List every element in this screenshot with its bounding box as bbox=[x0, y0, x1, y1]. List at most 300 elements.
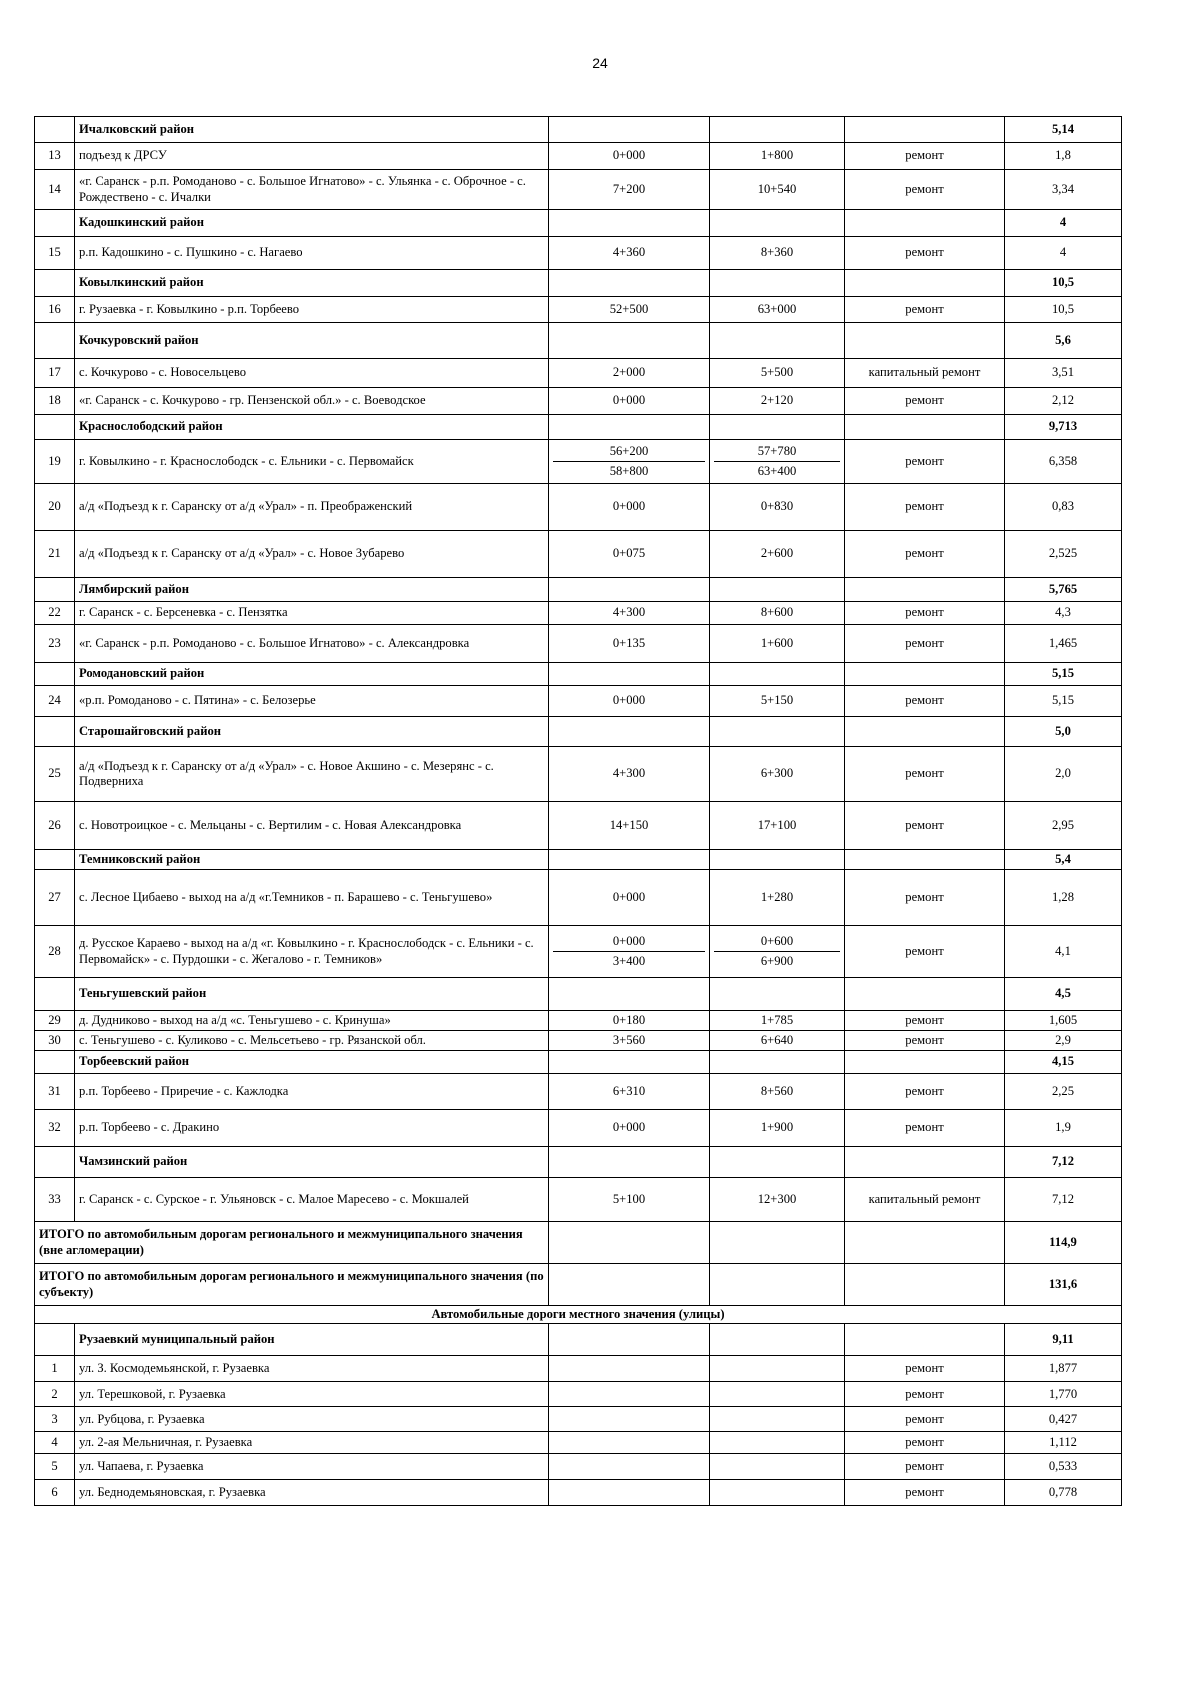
row-number: 30 bbox=[35, 1031, 75, 1051]
start-km: 0+000 bbox=[549, 143, 710, 170]
district-row bbox=[35, 323, 1122, 359]
road-row bbox=[35, 1382, 1122, 1407]
row-number bbox=[35, 270, 75, 297]
row-number bbox=[35, 323, 75, 359]
road-name: ул. З. Космодемьянской, г. Рузаевка bbox=[75, 1356, 549, 1382]
row-number: 28 bbox=[35, 926, 75, 978]
total-length: 131,6 bbox=[1005, 1264, 1122, 1306]
length-km: 4,15 bbox=[1005, 1051, 1122, 1074]
end-km: 5+500 bbox=[710, 359, 845, 388]
end-km-part: 0+600 bbox=[760, 933, 794, 948]
row-number bbox=[35, 717, 75, 747]
start-km: 6+310 bbox=[549, 1074, 710, 1110]
work-type: ремонт bbox=[845, 484, 1005, 531]
work-type bbox=[845, 1324, 1005, 1356]
road-name: р.п. Торбеево - Приречие - с. Кажлодка bbox=[75, 1074, 549, 1110]
start-km bbox=[549, 850, 710, 870]
district-row bbox=[35, 1051, 1122, 1074]
road-name: г. Ковылкино - г. Краснослободск - с. Ельники - с. Первомайск bbox=[75, 440, 549, 484]
work-type: ремонт bbox=[845, 237, 1005, 270]
district-name: Рузаевкий муниципальный район bbox=[75, 1324, 549, 1356]
road-row bbox=[35, 531, 1122, 578]
length-km: 7,12 bbox=[1005, 1147, 1122, 1178]
length-km: 1,770 bbox=[1005, 1382, 1122, 1407]
start-km: 0+135 bbox=[549, 625, 710, 663]
start-km: 0+000 bbox=[549, 870, 710, 926]
to-cell bbox=[710, 1222, 845, 1264]
length-km: 1,112 bbox=[1005, 1432, 1122, 1454]
work-type bbox=[845, 270, 1005, 297]
row-number bbox=[35, 850, 75, 870]
end-km: 8+600 bbox=[710, 602, 845, 625]
length-km: 5,14 bbox=[1005, 117, 1122, 143]
work-type: ремонт bbox=[845, 870, 1005, 926]
total-length: 114,9 bbox=[1005, 1222, 1122, 1264]
end-km: 2+600 bbox=[710, 531, 845, 578]
road-name: «г. Саранск - р.п. Ромоданово - с. Большое Игнатово» - с. Ульянка - с. Оброчное - с. Рождествено - с. Ичалки bbox=[75, 170, 549, 210]
work-type bbox=[845, 578, 1005, 602]
start-km: 7+200 bbox=[549, 170, 710, 210]
end-km bbox=[710, 578, 845, 602]
row-number bbox=[35, 1051, 75, 1074]
district-name: Кадошкинский район bbox=[75, 210, 549, 237]
work-type: ремонт bbox=[845, 747, 1005, 802]
start-km: 52+500 bbox=[549, 297, 710, 323]
start-km bbox=[549, 926, 710, 978]
end-km bbox=[710, 117, 845, 143]
length-km: 4,3 bbox=[1005, 602, 1122, 625]
length-km: 10,5 bbox=[1005, 270, 1122, 297]
section-title: Автомобильные дороги местного значения (улицы) bbox=[35, 1306, 1122, 1324]
section-header-row bbox=[35, 1306, 1122, 1324]
length-km: 2,25 bbox=[1005, 1074, 1122, 1110]
row-number: 23 bbox=[35, 625, 75, 663]
end-km: 12+300 bbox=[710, 1178, 845, 1222]
length-km: 3,51 bbox=[1005, 359, 1122, 388]
work-type bbox=[845, 663, 1005, 686]
road-name: г. Саранск - с. Сурское - г. Ульяновск - с. Малое Маресево - с. Мокшалей bbox=[75, 1178, 549, 1222]
road-name: «г. Саранск - р.п. Ромоданово - с. Большое Игнатово» - с. Александровка bbox=[75, 625, 549, 663]
start-km bbox=[549, 117, 710, 143]
district-name: Торбеевский район bbox=[75, 1051, 549, 1074]
start-km bbox=[549, 1356, 710, 1382]
end-km: 8+360 bbox=[710, 237, 845, 270]
work-type-cell bbox=[845, 1264, 1005, 1306]
row-number: 14 bbox=[35, 170, 75, 210]
row-number bbox=[35, 978, 75, 1011]
end-km: 1+785 bbox=[710, 1011, 845, 1031]
end-km: 8+560 bbox=[710, 1074, 845, 1110]
road-row bbox=[35, 237, 1122, 270]
district-name: Теньгушевский район bbox=[75, 978, 549, 1011]
length-km: 1,877 bbox=[1005, 1356, 1122, 1382]
road-row bbox=[35, 1011, 1122, 1031]
end-km: 0+830 bbox=[710, 484, 845, 531]
road-name: д. Русское Караево - выход на а/д «г. Ковылкино - г. Краснослободск - с. Ельники - с. Первомайск» - с. Пурдошки - с. Жегалово - г. Темников» bbox=[75, 926, 549, 978]
road-name: ул. Рубцова, г. Рузаевка bbox=[75, 1407, 549, 1432]
road-row bbox=[35, 1178, 1122, 1222]
end-km bbox=[710, 717, 845, 747]
road-name: ул. Беднодемьяновская, г. Рузаевка bbox=[75, 1480, 549, 1506]
length-km: 1,9 bbox=[1005, 1110, 1122, 1147]
length-km: 3,34 bbox=[1005, 170, 1122, 210]
length-km: 5,15 bbox=[1005, 686, 1122, 717]
start-km bbox=[549, 1480, 710, 1506]
district-row bbox=[35, 1147, 1122, 1178]
start-km: 0+000 bbox=[549, 1110, 710, 1147]
road-row bbox=[35, 440, 1122, 484]
end-km: 5+150 bbox=[710, 686, 845, 717]
road-row bbox=[35, 686, 1122, 717]
start-km bbox=[549, 415, 710, 440]
from-cell bbox=[549, 1264, 710, 1306]
work-type bbox=[845, 850, 1005, 870]
length-km: 4 bbox=[1005, 237, 1122, 270]
road-row bbox=[35, 1074, 1122, 1110]
length-km: 5,6 bbox=[1005, 323, 1122, 359]
work-type: ремонт bbox=[845, 1480, 1005, 1506]
work-type: ремонт bbox=[845, 602, 1005, 625]
end-km bbox=[710, 1432, 845, 1454]
work-type: ремонт bbox=[845, 531, 1005, 578]
road-name: «р.п. Ромоданово - с. Пятина» - с. Белозерье bbox=[75, 686, 549, 717]
row-number: 22 bbox=[35, 602, 75, 625]
work-type bbox=[845, 1147, 1005, 1178]
row-number: 5 bbox=[35, 1454, 75, 1480]
from-cell bbox=[549, 1222, 710, 1264]
end-km bbox=[710, 440, 845, 484]
district-row bbox=[35, 578, 1122, 602]
work-type: ремонт bbox=[845, 170, 1005, 210]
road-name: «г. Саранск - с. Кочкурово - гр. Пензенской обл.» - с. Воеводское bbox=[75, 388, 549, 415]
row-number: 6 bbox=[35, 1480, 75, 1506]
row-number: 25 bbox=[35, 747, 75, 802]
start-km: 4+360 bbox=[549, 237, 710, 270]
length-km: 1,605 bbox=[1005, 1011, 1122, 1031]
end-km bbox=[710, 323, 845, 359]
row-number bbox=[35, 415, 75, 440]
length-km: 10,5 bbox=[1005, 297, 1122, 323]
road-row bbox=[35, 1454, 1122, 1480]
work-type: капитальный ремонт bbox=[845, 1178, 1005, 1222]
road-row bbox=[35, 1407, 1122, 1432]
road-row bbox=[35, 802, 1122, 850]
end-km: 10+540 bbox=[710, 170, 845, 210]
row-number: 1 bbox=[35, 1356, 75, 1382]
road-name: а/д «Подъезд к г. Саранску от а/д «Урал» - п. Преображенский bbox=[75, 484, 549, 531]
road-row bbox=[35, 1480, 1122, 1506]
start-km-part: 58+800 bbox=[553, 461, 705, 481]
length-km: 5,765 bbox=[1005, 578, 1122, 602]
end-km bbox=[710, 1051, 845, 1074]
road-row bbox=[35, 170, 1122, 210]
length-km: 1,465 bbox=[1005, 625, 1122, 663]
start-km: 3+560 bbox=[549, 1031, 710, 1051]
start-km: 14+150 bbox=[549, 802, 710, 850]
length-km: 7,12 bbox=[1005, 1178, 1122, 1222]
end-km: 6+640 bbox=[710, 1031, 845, 1051]
end-km-part: 63+400 bbox=[714, 461, 840, 481]
row-number: 3 bbox=[35, 1407, 75, 1432]
end-km bbox=[710, 210, 845, 237]
row-number: 24 bbox=[35, 686, 75, 717]
row-number: 18 bbox=[35, 388, 75, 415]
work-type: ремонт bbox=[845, 625, 1005, 663]
road-name: р.п. Кадошкино - с. Пушкино - с. Нагаево bbox=[75, 237, 549, 270]
road-row bbox=[35, 484, 1122, 531]
start-km bbox=[549, 210, 710, 237]
work-type: ремонт bbox=[845, 1110, 1005, 1147]
length-km: 2,525 bbox=[1005, 531, 1122, 578]
row-number: 27 bbox=[35, 870, 75, 926]
length-km: 4,1 bbox=[1005, 926, 1122, 978]
start-km bbox=[549, 1324, 710, 1356]
work-type: ремонт bbox=[845, 1356, 1005, 1382]
district-name: Чамзинский район bbox=[75, 1147, 549, 1178]
start-km bbox=[549, 1432, 710, 1454]
start-km bbox=[549, 323, 710, 359]
start-km-part: 0+000 bbox=[612, 933, 646, 948]
end-km: 1+280 bbox=[710, 870, 845, 926]
end-km-part: 57+780 bbox=[757, 443, 797, 458]
row-number: 32 bbox=[35, 1110, 75, 1147]
road-row bbox=[35, 602, 1122, 625]
total-row bbox=[35, 1264, 1122, 1306]
district-row bbox=[35, 415, 1122, 440]
start-km bbox=[549, 663, 710, 686]
end-km: 1+900 bbox=[710, 1110, 845, 1147]
start-km bbox=[549, 1051, 710, 1074]
row-number: 31 bbox=[35, 1074, 75, 1110]
row-number: 2 bbox=[35, 1382, 75, 1407]
road-name: с. Теньгушево - с. Куликово - с. Мельсетьево - гр. Рязанской обл. bbox=[75, 1031, 549, 1051]
road-name: д. Дудниково - выход на а/д «с. Теньгушево - с. Кринушa» bbox=[75, 1011, 549, 1031]
district-name: Темниковский район bbox=[75, 850, 549, 870]
row-number: 4 bbox=[35, 1432, 75, 1454]
row-number bbox=[35, 117, 75, 143]
road-row bbox=[35, 388, 1122, 415]
district-row bbox=[35, 117, 1122, 143]
road-name: с. Лесное Цибаево - выход на а/д «г.Темников - п. Барашево - с. Теньгушево» bbox=[75, 870, 549, 926]
road-row bbox=[35, 143, 1122, 170]
work-type: ремонт bbox=[845, 802, 1005, 850]
work-type: ремонт bbox=[845, 1011, 1005, 1031]
road-name: ул. 2-ая Мельничная, г. Рузаевка bbox=[75, 1432, 549, 1454]
road-row bbox=[35, 1110, 1122, 1147]
length-km: 2,12 bbox=[1005, 388, 1122, 415]
length-km: 0,83 bbox=[1005, 484, 1122, 531]
length-km: 9,11 bbox=[1005, 1324, 1122, 1356]
work-type bbox=[845, 1051, 1005, 1074]
district-name: Лямбирский район bbox=[75, 578, 549, 602]
start-km: 0+000 bbox=[549, 388, 710, 415]
work-type bbox=[845, 717, 1005, 747]
road-name: ул. Терешковой, г. Рузаевка bbox=[75, 1382, 549, 1407]
work-type-cell bbox=[845, 1222, 1005, 1264]
start-km: 5+100 bbox=[549, 1178, 710, 1222]
page-number: 24 bbox=[592, 55, 608, 71]
district-row bbox=[35, 210, 1122, 237]
length-km: 1,8 bbox=[1005, 143, 1122, 170]
row-number bbox=[35, 578, 75, 602]
row-number: 29 bbox=[35, 1011, 75, 1031]
work-type: ремонт bbox=[845, 1074, 1005, 1110]
district-row bbox=[35, 270, 1122, 297]
road-name: подъезд к ДРСУ bbox=[75, 143, 549, 170]
district-name: Кочкуровский район bbox=[75, 323, 549, 359]
row-number: 26 bbox=[35, 802, 75, 850]
total-label: ИТОГО по автомобильным дорогам регионального и межмуниципального значения (вне агломерации) bbox=[35, 1222, 549, 1264]
district-name: Ковылкинский район bbox=[75, 270, 549, 297]
road-row bbox=[35, 870, 1122, 926]
end-km bbox=[710, 270, 845, 297]
road-row bbox=[35, 359, 1122, 388]
length-km: 5,4 bbox=[1005, 850, 1122, 870]
length-km: 0,427 bbox=[1005, 1407, 1122, 1432]
end-km bbox=[710, 978, 845, 1011]
length-km: 9,713 bbox=[1005, 415, 1122, 440]
length-km: 5,0 bbox=[1005, 717, 1122, 747]
work-type bbox=[845, 415, 1005, 440]
end-km: 1+800 bbox=[710, 143, 845, 170]
start-km bbox=[549, 1382, 710, 1407]
end-km bbox=[710, 1454, 845, 1480]
work-type bbox=[845, 978, 1005, 1011]
work-type: ремонт bbox=[845, 1382, 1005, 1407]
row-number: 16 bbox=[35, 297, 75, 323]
end-km bbox=[710, 850, 845, 870]
start-km bbox=[549, 978, 710, 1011]
district-name: Старошайговский район bbox=[75, 717, 549, 747]
end-km bbox=[710, 926, 845, 978]
road-name: а/д «Подъезд к г. Саранску от а/д «Урал» - с. Новое Акшино - с. Мезерянс - с. Подверниха bbox=[75, 747, 549, 802]
district-name: Ичалковский район bbox=[75, 117, 549, 143]
road-row bbox=[35, 297, 1122, 323]
length-km: 0,533 bbox=[1005, 1454, 1122, 1480]
start-km bbox=[549, 1407, 710, 1432]
row-number bbox=[35, 1147, 75, 1178]
end-km: 17+100 bbox=[710, 802, 845, 850]
work-type: ремонт bbox=[845, 686, 1005, 717]
end-km bbox=[710, 1382, 845, 1407]
start-km bbox=[549, 1454, 710, 1480]
road-row bbox=[35, 926, 1122, 978]
start-km: 4+300 bbox=[549, 747, 710, 802]
end-km: 6+300 bbox=[710, 747, 845, 802]
work-type bbox=[845, 323, 1005, 359]
work-type: ремонт bbox=[845, 440, 1005, 484]
road-row bbox=[35, 1356, 1122, 1382]
start-km bbox=[549, 717, 710, 747]
length-km: 2,95 bbox=[1005, 802, 1122, 850]
end-km bbox=[710, 1147, 845, 1178]
length-km: 2,9 bbox=[1005, 1031, 1122, 1051]
work-type: ремонт bbox=[845, 388, 1005, 415]
length-km: 4,5 bbox=[1005, 978, 1122, 1011]
total-label: ИТОГО по автомобильным дорогам регионального и межмуниципального значения (по субъекту) bbox=[35, 1264, 549, 1306]
row-number: 33 bbox=[35, 1178, 75, 1222]
row-number bbox=[35, 1324, 75, 1356]
work-type: ремонт bbox=[845, 1407, 1005, 1432]
district-row bbox=[35, 717, 1122, 747]
row-number: 15 bbox=[35, 237, 75, 270]
end-km bbox=[710, 1407, 845, 1432]
district-row bbox=[35, 850, 1122, 870]
length-km: 1,28 bbox=[1005, 870, 1122, 926]
length-km: 2,0 bbox=[1005, 747, 1122, 802]
start-km bbox=[549, 270, 710, 297]
work-type bbox=[845, 210, 1005, 237]
length-km: 6,358 bbox=[1005, 440, 1122, 484]
to-cell bbox=[710, 1264, 845, 1306]
row-number: 19 bbox=[35, 440, 75, 484]
start-km: 0+000 bbox=[549, 484, 710, 531]
total-row bbox=[35, 1222, 1122, 1264]
start-km: 0+075 bbox=[549, 531, 710, 578]
road-row bbox=[35, 625, 1122, 663]
road-name: г. Рузаевка - г. Ковылкино - р.п. Торбеево bbox=[75, 297, 549, 323]
work-type bbox=[845, 117, 1005, 143]
row-number: 17 bbox=[35, 359, 75, 388]
end-km: 1+600 bbox=[710, 625, 845, 663]
start-km bbox=[549, 1147, 710, 1178]
start-km bbox=[549, 578, 710, 602]
row-number: 21 bbox=[35, 531, 75, 578]
work-type: ремонт bbox=[845, 1454, 1005, 1480]
start-km: 4+300 bbox=[549, 602, 710, 625]
road-name: ул. Чапаева, г. Рузаевка bbox=[75, 1454, 549, 1480]
start-km: 0+000 bbox=[549, 686, 710, 717]
work-type: ремонт bbox=[845, 143, 1005, 170]
end-km: 63+000 bbox=[710, 297, 845, 323]
row-number: 20 bbox=[35, 484, 75, 531]
row-number bbox=[35, 663, 75, 686]
road-name: а/д «Подъезд к г. Саранску от а/д «Урал» - с. Новое Зубарево bbox=[75, 531, 549, 578]
start-km-part: 56+200 bbox=[609, 443, 649, 458]
work-type: ремонт bbox=[845, 926, 1005, 978]
end-km bbox=[710, 1356, 845, 1382]
work-type: ремонт bbox=[845, 297, 1005, 323]
start-km-part: 3+400 bbox=[553, 951, 705, 971]
start-km bbox=[549, 440, 710, 484]
road-row bbox=[35, 1031, 1122, 1051]
district-row bbox=[35, 1324, 1122, 1356]
road-name: с. Кочкурово - с. Новосельцево bbox=[75, 359, 549, 388]
road-row bbox=[35, 1432, 1122, 1454]
end-km bbox=[710, 415, 845, 440]
end-km: 2+120 bbox=[710, 388, 845, 415]
work-type: ремонт bbox=[845, 1031, 1005, 1051]
district-name: Краснослободский район bbox=[75, 415, 549, 440]
start-km: 0+180 bbox=[549, 1011, 710, 1031]
road-name: с. Новотроицкое - с. Мельцаны - с. Вертилим - с. Новая Александровка bbox=[75, 802, 549, 850]
row-number bbox=[35, 210, 75, 237]
district-row bbox=[35, 663, 1122, 686]
work-type: ремонт bbox=[845, 1432, 1005, 1454]
district-name: Ромодановский район bbox=[75, 663, 549, 686]
road-row bbox=[35, 747, 1122, 802]
end-km bbox=[710, 1480, 845, 1506]
road-name: р.п. Торбеево - с. Дракино bbox=[75, 1110, 549, 1147]
start-km: 2+000 bbox=[549, 359, 710, 388]
length-km: 0,778 bbox=[1005, 1480, 1122, 1506]
road-name: г. Саранск - с. Берсеневка - с. Пензятка bbox=[75, 602, 549, 625]
length-km: 4 bbox=[1005, 210, 1122, 237]
end-km-part: 6+900 bbox=[714, 951, 840, 971]
district-row bbox=[35, 978, 1122, 1011]
row-number: 13 bbox=[35, 143, 75, 170]
end-km bbox=[710, 663, 845, 686]
